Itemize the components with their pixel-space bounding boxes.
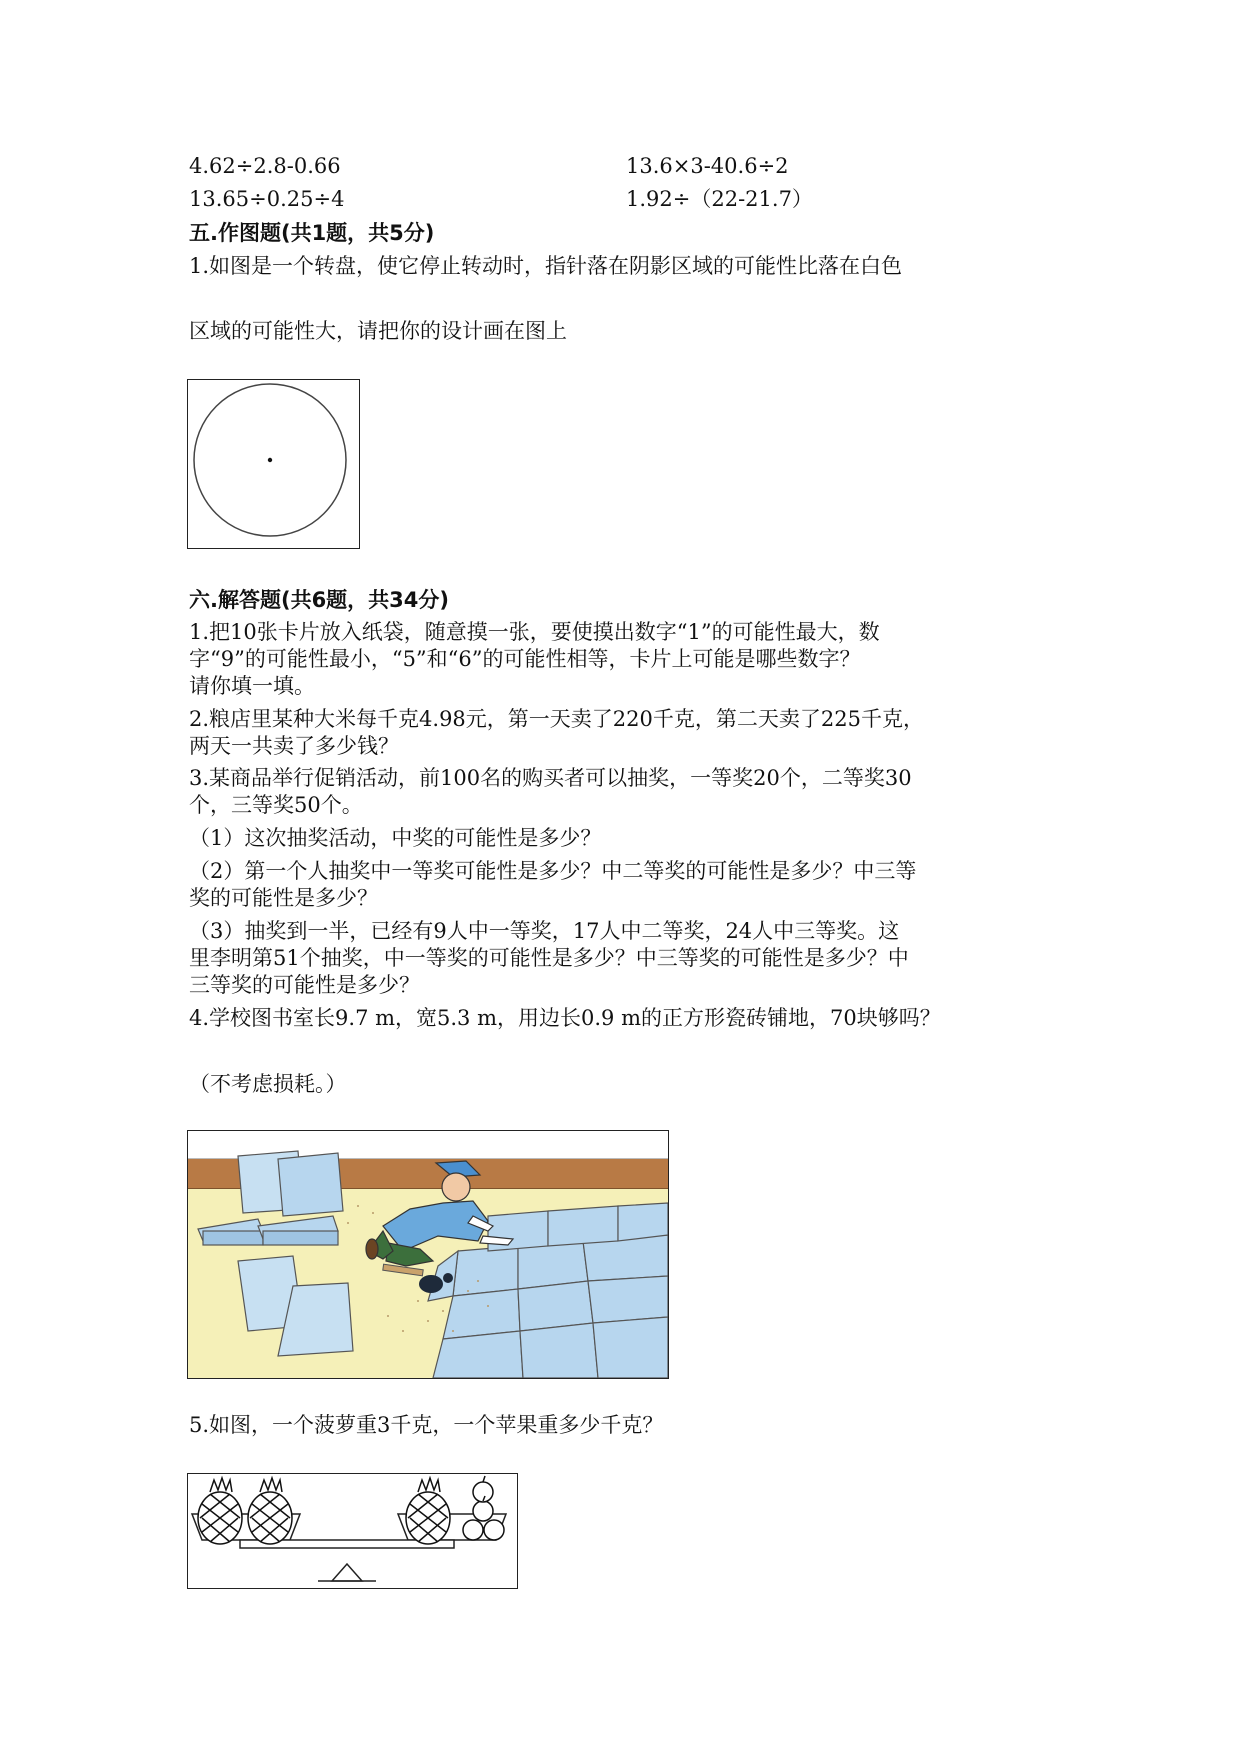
section6-q4-line1: 4.学校图书室长9.7 m，宽5.3 m，用边长0.9 m的正方形瓷砖铺地，70块够吗？ <box>189 1006 941 1030</box>
fulcrum <box>332 1564 362 1581</box>
section6-q4-line2: （不考虑损耗。） <box>189 1072 347 1096</box>
apples <box>463 1476 504 1540</box>
section6-q1-line1: 1.把10张卡片放入纸袋，随意摸一张，要使摸出数字“1”的可能性最大，数 <box>189 620 880 644</box>
section6-q1-line2: 字“9”的可能性最小，“5”和“6”的可能性相等，卡片上可能是哪些数字？ <box>189 647 861 671</box>
section6-q1-line3: 请你填一填。 <box>189 674 315 698</box>
tiling-illustration <box>187 1130 669 1379</box>
section6-q3-sub2-line1: （2）第一个人抽奖中一等奖可能性是多少？中二等奖的可能性是多少？中三等 <box>189 859 917 883</box>
section6-q3-sub3-line3: 三等奖的可能性是多少？ <box>189 973 420 997</box>
calc-row2-right: 1.92÷（22-21.7） <box>626 187 813 211</box>
section6-q2-line1: 2.粮店里某种大米每千克4.98元，第一天卖了220千克，第二天卖了225千克， <box>189 707 924 731</box>
pineapple-right <box>406 1478 450 1544</box>
calc-row2-left: 13.65÷0.25÷4 <box>189 187 345 211</box>
calc-row1-right: 13.6×3-40.6÷2 <box>626 154 789 178</box>
section6-q3-sub3-line2: 里李明第51个抽奖，中一等奖的可能性是多少？中三等奖的可能性是多少？中 <box>189 946 909 970</box>
section5-title: 五.作图题(共1题，共5分) <box>189 221 435 245</box>
section6-q2-line2: 两天一共卖了多少钱？ <box>189 734 399 758</box>
section5-q1-line2: 区域的可能性大，请把你的设计画在图上 <box>189 319 567 343</box>
balance-illustration <box>187 1473 518 1589</box>
spinner-center-dot <box>268 458 272 462</box>
section6-q3-line1: 3.某商品举行促销活动，前100名的购买者可以抽奖，一等奖20个，二等奖30 <box>189 766 912 790</box>
section6-q3-sub1: （1）这次抽奖活动，中奖的可能性是多少？ <box>189 826 602 850</box>
section6-q3-line2: 个，三等奖50个。 <box>189 793 363 817</box>
section6-q3-sub3-line1: （3）抽奖到一半，已经有9人中一等奖，17人中二等奖，24人中三等奖。这 <box>189 919 900 943</box>
pineapple-left-2 <box>248 1478 292 1544</box>
section5-q1-line1: 1.如图是一个转盘，使它停止转动时，指针落在阴影区域的可能性比落在白色 <box>189 254 903 278</box>
spinner-figure <box>187 379 360 549</box>
section6-q5-line1: 5.如图，一个菠萝重3千克，一个苹果重多少千克？ <box>189 1413 664 1437</box>
calc-row1-left: 4.62÷2.8-0.66 <box>189 154 341 178</box>
section6-title: 六.解答题(共6题，共34分) <box>189 588 450 612</box>
section6-q3-sub2-line2: 奖的可能性是多少？ <box>189 886 378 910</box>
pineapple-left-1 <box>198 1478 242 1544</box>
